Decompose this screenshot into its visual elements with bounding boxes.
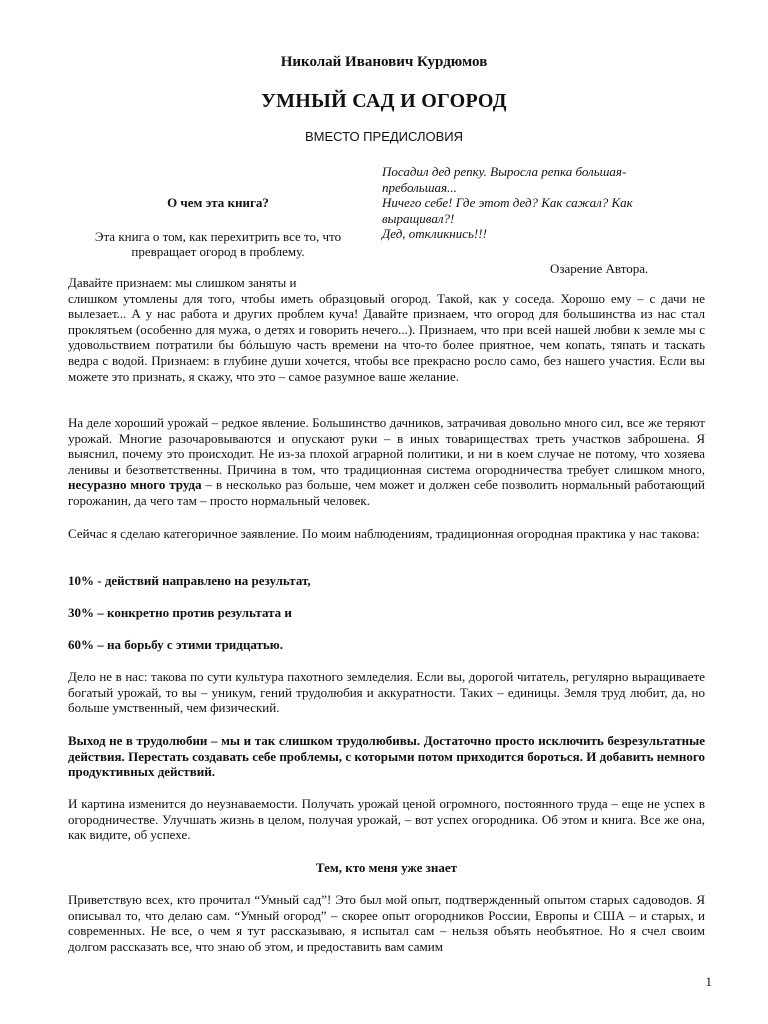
book-answer-line: Эта книга о том, как перехитрить все то, что [94, 229, 342, 244]
epigraph-line: выращивал?! [382, 210, 455, 226]
epigraph-line: пребольшая... [382, 179, 457, 195]
paragraph-6: И картина изменится до неузнаваемости. Получать урожай ценой огромного, постоянного труда – еще не успех в огородничестве. Улучшать жизнь в целом, получая урожай, – вот успех огородника. Об этом и книга. Все же она, как видите, об успехе. [68, 796, 705, 843]
paragraph-3: Сейчас я сделаю категоричное заявление. По моим наблюдениям, традиционная огородная практика у нас такова: [68, 526, 700, 541]
section-heading: Тем, кто меня уже знает [315, 860, 458, 875]
epigraph-source: Озарение Автора. [550, 261, 649, 276]
author-name: Николай Иванович Курдюмов [280, 54, 488, 70]
paragraph-2-text-end: – в несколько раз больше, чем может и должен себе позволить нормальный работающий горожанин, да чего там – просто нормальный человек. [68, 477, 705, 508]
epigraph-line: Ничего себе! Где этот дед? Как сажал? Как [382, 195, 633, 210]
stat-line-2: 30% – конкретно против результата и [68, 605, 292, 620]
stat-line-3: 60% – на борьбу с этими тридцатью. [68, 637, 283, 652]
paragraph-2-emphasis: несуразно много труда [68, 477, 202, 493]
book-question-heading: О чем эта книга? [167, 195, 269, 210]
paragraph-1 [68, 275, 705, 384]
book-answer-line: превращает огород в проблему. [131, 244, 305, 259]
epigraph [382, 164, 682, 242]
page-number: 1 [705, 974, 712, 989]
book-question-answer [68, 229, 368, 259]
paragraph-2-text: На деле хороший урожай – редкое явление. Большинство дачников, затрачивая довольно много сил, все же теряют урожай. Многие разочаровываются и опускают руки – в иных товариществах треть участков заброшена. Я выяснил, почему это происходит. Не из-за плохой аграрной политики, и ни в коем случае не потому, что хозяева ленивы и безответственны. Причина в том, что традиционная система огородничества требует слишком много, [68, 415, 705, 477]
epigraph-line: Посадил дед репку. Выросла репка большая- [382, 164, 627, 179]
paragraph-1-rest: слишком утомлены для того, чтобы иметь образцовый огород. Такой, как у соседа. Хорошо ему – с дачи не вылезает... А у нас работа и других проблем куча! Давайте признаем, что огород для большинства из нас стал проклятьем (особенно для мужа, о детях и говорить нечего...). Признаем, что при всей нашей любви к земле мы с удовольствием потратили бы бóльшую часть времени на что-то более приятное, чем копать, тяпать и таскать ведра с водой. Признаем: в глубине души хочется, чтобы все прекрасно росло само, без нашего участия. Если вы можете это признать, я скажу, что это – самое разумное ваше желание. [68, 290, 705, 384]
paragraph-2 [68, 415, 705, 509]
stat-line-1: 10% - действий направлено на результат, [68, 573, 311, 588]
paragraph-5: Выход не в трудолюбии – мы и так слишком трудолюбивы. Достаточно просто исключить безрезультатные действия. Перестать создавать себе проблемы, с которыми потом приходится бороться. И добавить немного продуктивных действий. [68, 733, 705, 780]
paragraph-1-start: Давайте признаем: мы слишком заняты и [68, 275, 297, 290]
section-subtitle: ВМЕСТО ПРЕДИСЛОВИЯ [304, 129, 464, 144]
epigraph-line: Дед, откликнись!!! [382, 226, 487, 241]
book-title: УМНЫЙ САД И ОГОРОД [261, 90, 507, 112]
paragraph-7: Приветствую всех, кто прочитал “Умный сад”! Это был мой опыт, подтвержденный опытом старых садоводов. Я описывал то, что делаю сам. “Умный огород” – скорее опыт огородников России, Европы и США – и старых, и современных. Не все, о чем я тут рассказываю, я испытал сам – нельзя объять необъятное. Но я счел своим долгом рассказать все, что знаю об этом, и предоставить вам самим [68, 892, 705, 954]
paragraph-4: Дело не в нас: такова по сути культура пахотного земледелия. Если вы, дорогой читатель, регулярно выращиваете богатый урожай, то вы – уникум, гений трудолюбия и аккуратности. Таких – единицы. Земля труд любит, да, но больше умственный, чем физический. [68, 669, 705, 716]
